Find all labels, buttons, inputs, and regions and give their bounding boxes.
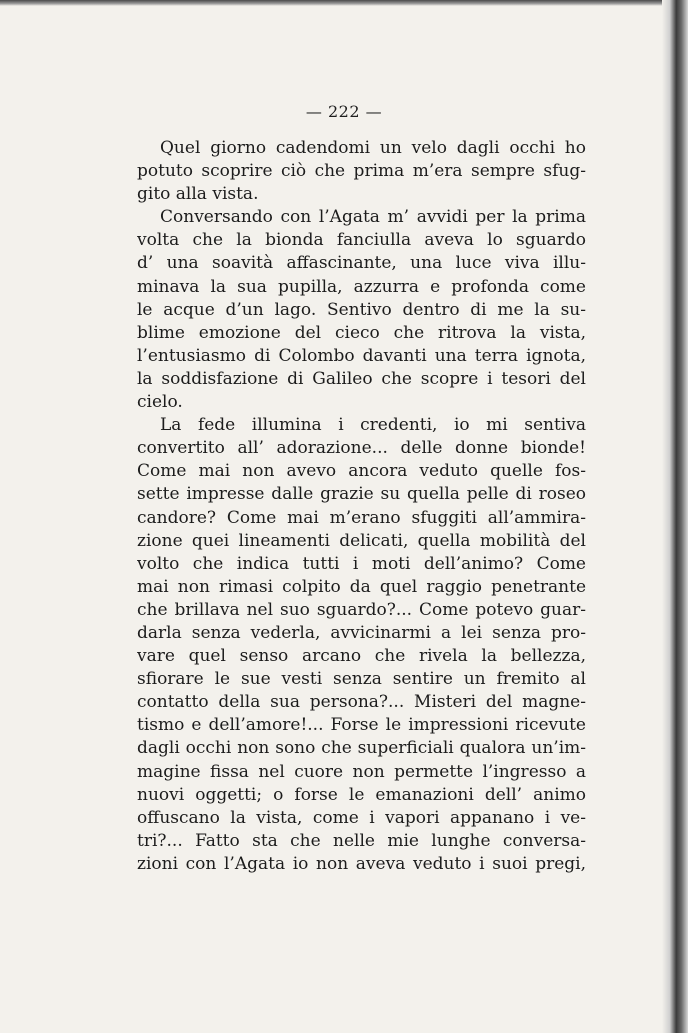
- text-line: gito alla vista.: [137, 184, 259, 205]
- text-line: cielo.: [137, 392, 183, 413]
- text-line: magine fissa nel cuore non permette l’ingresso a: [137, 761, 586, 782]
- text-line: mai non rimasi colpito da quel raggio penetrante: [137, 576, 586, 597]
- text-line: tismo e dell’amore!... Forse le impressioni ricevute: [137, 715, 586, 736]
- text-line: d’ una soavità affascinante, una luce viva illu-: [137, 253, 586, 274]
- text-line: Quel giorno cadendomi un velo dagli occhi ho: [160, 138, 586, 158]
- text-line: zioni con l’Agata io non aveva veduto i suoi pregi,: [137, 853, 586, 874]
- text-line: candore? Come mai m’erano sfuggiti all’ammira-: [137, 507, 586, 528]
- text-line: La fede illumina i credenti, io mi sentiva: [160, 415, 586, 436]
- text-line: offuscano la vista, come i vapori appanano i ve-: [137, 807, 586, 828]
- text-line: l’entusiasmo di Colombo davanti una terra ignota,: [137, 345, 586, 366]
- text-line: zione quei lineamenti delicati, quella mobilità del: [137, 530, 586, 551]
- text-line: la soddisfazione di Galileo che scopre i tesori del: [137, 368, 586, 389]
- page-top-edge: [0, 0, 688, 6]
- text-line: Come mai non avevo ancora veduto quelle fos-: [137, 461, 586, 482]
- text-line: vare quel senso arcano che rivela la bellezza,: [137, 646, 586, 667]
- text-line: sette impresse dalle grazie su quella pelle di roseo: [137, 484, 586, 505]
- text-line: dagli occhi non sono che superficiali qualora un’im-: [137, 738, 586, 759]
- text-line: tri?... Fatto sta che nelle mie lunghe conversa-: [137, 830, 586, 851]
- text-line: convertito all’ adorazione... delle donne bionde!: [137, 438, 586, 459]
- text-line: volta che la bionda fanciulla aveva lo sguardo: [137, 230, 586, 251]
- text-line: darla senza vederla, avvicinarmi a lei senza pro-: [137, 622, 586, 643]
- page-binding-edge: [662, 0, 688, 1033]
- text-line: volto che indica tutti i moti dell’animo? Come: [137, 553, 586, 574]
- text-line: Conversando con l’Agata m’ avvidi per la prima: [160, 207, 586, 228]
- text-line: potuto scoprire ciò che prima m’era sempre sfug-: [137, 161, 586, 182]
- text-line: le acque d’un lago. Sentivo dentro di me la su-: [137, 299, 586, 320]
- text-line: minava la sua pupilla, azzurra e profonda come: [137, 276, 586, 297]
- text-line: nuovi oggetti; o forse le emanazioni dell’ animo: [137, 784, 586, 805]
- text-line: contatto della sua persona?... Misteri del magne-: [137, 692, 586, 713]
- text-line: blime emozione del cieco che ritrova la vista,: [137, 322, 586, 343]
- body-text: [137, 137, 586, 876]
- page-number: — 222 —: [305, 102, 383, 121]
- text-line: che brillava nel suo sguardo?... Come potevo guar-: [137, 599, 586, 620]
- text-line: sfiorare le sue vesti senza sentire un fremito al: [137, 669, 586, 690]
